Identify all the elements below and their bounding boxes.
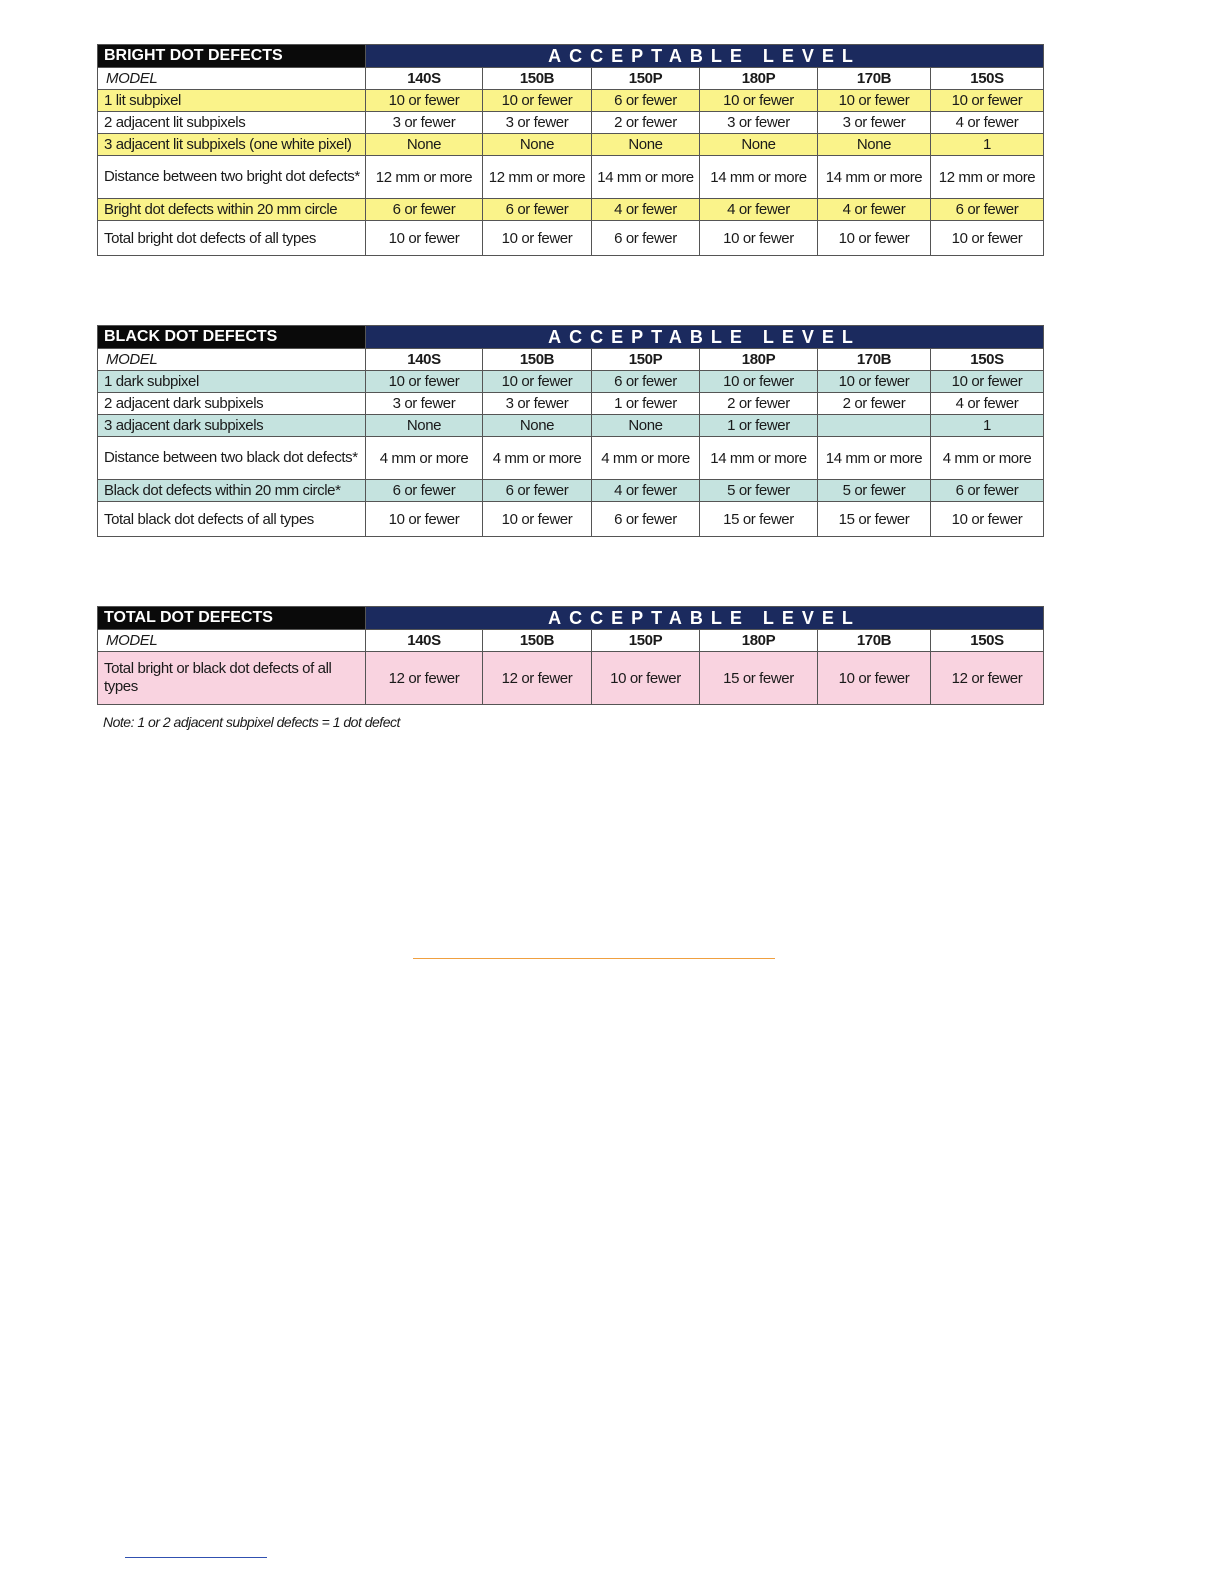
table-cell: 10 or fewer [931,502,1044,537]
table-cell: 10 or fewer [931,221,1044,256]
table-cell: None [592,134,700,156]
row-label: 2 adjacent lit subpixels [98,112,366,134]
divider-line [125,1557,267,1558]
acceptable-level-header: ACCEPTABLE LEVEL [366,45,1044,68]
table-cell: 2 or fewer [818,393,931,415]
table-cell: 15 or fewer [700,502,818,537]
model-name: 180P [700,630,818,652]
model-name: 150P [592,630,700,652]
table-cell: None [483,415,592,437]
table-title: BRIGHT DOT DEFECTS [98,45,366,68]
table-cell: 4 or fewer [592,480,700,502]
row-label: Total black dot defects of all types [98,502,366,537]
table-cell: None [818,134,931,156]
table-cell: 10 or fewer [700,371,818,393]
table-cell: 3 or fewer [700,112,818,134]
row-label: 1 dark subpixel [98,371,366,393]
divider-line [413,958,775,959]
table-cell: 14 mm or more [700,437,818,480]
table-cell: 6 or fewer [366,199,483,221]
table-cell: 6 or fewer [592,371,700,393]
table-cell: 14 mm or more [592,156,700,199]
table-cell: 12 or fewer [483,652,592,705]
table-cell: 5 or fewer [818,480,931,502]
row-label: Total bright dot defects of all types [98,221,366,256]
model-name: 170B [818,630,931,652]
model-name: 150B [483,630,592,652]
table-cell: 10 or fewer [818,90,931,112]
acceptable-level-header: ACCEPTABLE LEVEL [366,607,1044,630]
model-name: 150S [931,630,1044,652]
model-name: 140S [366,630,483,652]
table-cell: 6 or fewer [592,221,700,256]
table-cell: 10 or fewer [483,221,592,256]
acceptable-level-header: ACCEPTABLE LEVEL [366,326,1044,349]
table-cell: 12 mm or more [931,156,1044,199]
table-row [98,371,1044,393]
table-cell: 4 mm or more [366,437,483,480]
table-cell: 10 or fewer [483,502,592,537]
table-cell: 10 or fewer [483,371,592,393]
bright-dot-defects-table [97,44,1044,256]
table-row [98,437,1044,480]
table-cell: 4 mm or more [592,437,700,480]
row-label: 1 lit subpixel [98,90,366,112]
row-label: Bright dot defects within 20 mm circle [98,199,366,221]
table-cell: 12 mm or more [366,156,483,199]
table-cell: None [366,134,483,156]
model-label: MODEL [98,630,366,652]
table-row [98,221,1044,256]
table-cell: 6 or fewer [592,90,700,112]
table-cell: 2 or fewer [592,112,700,134]
table-cell: 14 mm or more [818,437,931,480]
table-cell: 12 or fewer [366,652,483,705]
table-cell: None [483,134,592,156]
table-cell: 10 or fewer [818,371,931,393]
table-cell: 15 or fewer [700,652,818,705]
table-cell: 10 or fewer [818,652,931,705]
table-row [98,156,1044,199]
table-cell [818,415,931,437]
table-cell: 5 or fewer [700,480,818,502]
row-label: 2 adjacent dark subpixels [98,393,366,415]
table-cell: 6 or fewer [366,480,483,502]
table-cell: 3 or fewer [483,112,592,134]
black-dot-defects-table [97,325,1044,537]
table-cell: 10 or fewer [818,221,931,256]
table-cell: 1 [931,134,1044,156]
table-cell: 14 mm or more [700,156,818,199]
table-row [98,502,1044,537]
model-name: 140S [366,68,483,90]
table-row [98,652,1044,705]
model-name: 150B [483,349,592,371]
table-title: TOTAL DOT DEFECTS [98,607,366,630]
table-cell: 12 or fewer [931,652,1044,705]
row-label: 3 adjacent lit subpixels (one white pixel) [98,134,366,156]
table-cell: 10 or fewer [366,371,483,393]
row-label: 3 adjacent dark subpixels [98,415,366,437]
table-cell: 4 or fewer [931,393,1044,415]
table-cell: 6 or fewer [592,502,700,537]
table-cell: 4 or fewer [592,199,700,221]
model-name: 180P [700,349,818,371]
table-cell: 1 or fewer [592,393,700,415]
table-cell: 1 [931,415,1044,437]
model-name: 170B [818,349,931,371]
table-cell: 4 mm or more [483,437,592,480]
model-name: 150P [592,349,700,371]
table-cell: 10 or fewer [366,90,483,112]
model-name: 150B [483,68,592,90]
table-cell: 6 or fewer [931,199,1044,221]
table-cell: 4 mm or more [931,437,1044,480]
table-cell: None [592,415,700,437]
table-cell: 4 or fewer [931,112,1044,134]
table-cell: 3 or fewer [366,393,483,415]
table-cell: 10 or fewer [366,221,483,256]
table-cell: 14 mm or more [818,156,931,199]
table-cell: 10 or fewer [483,90,592,112]
model-name: 150P [592,68,700,90]
table-row [98,112,1044,134]
table-cell: None [366,415,483,437]
table-cell: 4 or fewer [818,199,931,221]
table-cell: 3 or fewer [366,112,483,134]
table-cell: 10 or fewer [931,371,1044,393]
table-row [98,134,1044,156]
table-cell: 3 or fewer [818,112,931,134]
model-name: 180P [700,68,818,90]
table-cell: 2 or fewer [700,393,818,415]
table-title: BLACK DOT DEFECTS [98,326,366,349]
table-row [98,415,1044,437]
table-cell: 10 or fewer [700,221,818,256]
table-cell: 10 or fewer [700,90,818,112]
table-row [98,90,1044,112]
table-cell: None [700,134,818,156]
model-name: 150S [931,349,1044,371]
table-cell: 4 or fewer [700,199,818,221]
table-cell: 15 or fewer [818,502,931,537]
row-label: Distance between two bright dot defects* [98,156,366,199]
row-label: Total bright or black dot defects of all types [98,652,366,705]
footnote: Note: 1 or 2 adjacent subpixel defects = 1 dot defect [103,714,400,730]
table-row [98,480,1044,502]
model-label: MODEL [98,349,366,371]
model-label: MODEL [98,68,366,90]
table-cell: 10 or fewer [592,652,700,705]
total-dot-defects-table [97,606,1044,705]
model-name: 140S [366,349,483,371]
table-cell: 10 or fewer [366,502,483,537]
model-name: 170B [818,68,931,90]
table-cell: 12 mm or more [483,156,592,199]
model-name: 150S [931,68,1044,90]
table-row [98,199,1044,221]
table-cell: 3 or fewer [483,393,592,415]
table-cell: 6 or fewer [931,480,1044,502]
table-row [98,393,1044,415]
table-cell: 1 or fewer [700,415,818,437]
table-cell: 10 or fewer [931,90,1044,112]
table-cell: 6 or fewer [483,480,592,502]
table-cell: 6 or fewer [483,199,592,221]
row-label: Distance between two black dot defects* [98,437,366,480]
row-label: Black dot defects within 20 mm circle* [98,480,366,502]
